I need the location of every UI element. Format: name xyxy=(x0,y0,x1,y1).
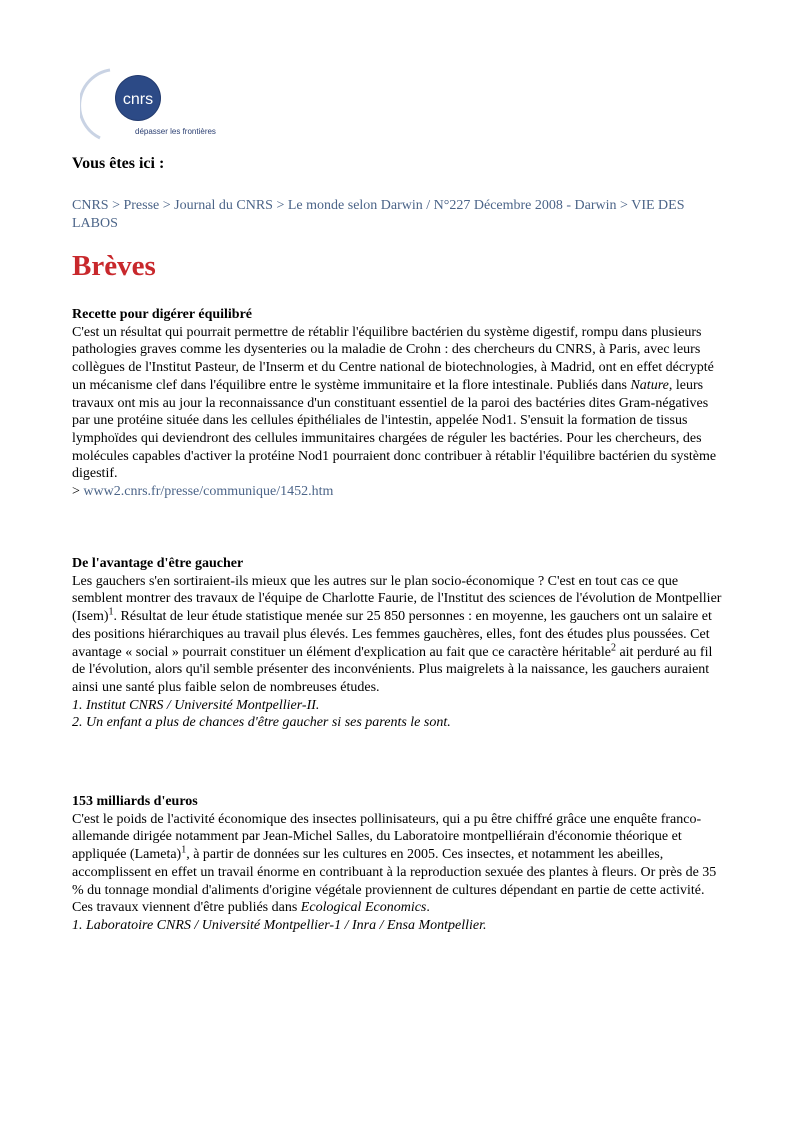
breadcrumb-separator: > xyxy=(276,198,285,213)
body-text: C'est le poids de l'activité économique des insectes pollinisateurs, qui a pu être chiffré grâce une enquête franco-allemande dirigée notamment par Jean-Michel Salles, du Laboratoire montpelliérain d'économie théorique et appliquée (Lameta) xyxy=(72,811,702,863)
logo-text: cnrs xyxy=(122,91,154,108)
breadcrumb-separator: > xyxy=(620,198,628,213)
body-text: ait perduré au fil de l'évolution, alors qu'il semble présenter des inconvénients. Plus maigrelets à la naissance, les gauchers auraient ainsi une santé plus faible selon de nombreuses études. xyxy=(72,644,713,695)
breadcrumb-link-issue[interactable]: Le monde selon Darwin / N°227 Décembre 2008 - Darwin xyxy=(287,198,617,213)
press-release-link[interactable]: www2.cnrs.fr/presse/communique/1452.htm xyxy=(83,484,334,500)
body-text: . Résultat de leur étude statistique menée sur 25 850 personnes : en moyenne, les gauchers ont un salaire et des positions hiérarchiques au travail plus élevés. Les femmes gauchères, elles, font des études plus poussées. Cet avantage « social » pourrait constituer un élément d'explication au fait que ce caractère héritable xyxy=(72,609,712,660)
breadcrumb-separator: > xyxy=(162,198,171,213)
footnote-ref: 1 xyxy=(181,844,187,856)
breadcrumb-link-cnrs[interactable]: CNRS xyxy=(72,198,109,213)
footnote-ref: 1 xyxy=(108,606,114,618)
article-title: 153 milliards d'euros xyxy=(72,794,198,809)
body-text: . xyxy=(426,900,430,916)
breadcrumb-link-presse[interactable]: Presse xyxy=(123,198,160,213)
cnrs-logo[interactable] xyxy=(80,68,215,140)
article-left-handed xyxy=(72,555,727,732)
article-body xyxy=(72,324,727,483)
body-text: Les gauchers s'en sortiraient-ils mieux que les autres sur le plan socio-économique ? C'est en tout cas ce que semblent montrer des travaux de l'équipe de Charlotte Faurie, de l'Institut des sciences de l'évolution de Montpellier (Isem) xyxy=(72,573,722,625)
logo-tagline: dépasser les frontières xyxy=(135,127,216,136)
article-body xyxy=(72,811,727,917)
footnote: 1. Institut CNRS / Université Montpellier-II. xyxy=(72,697,320,713)
article-title: Recette pour digérer équilibré xyxy=(72,307,253,322)
breadcrumb-separator: > xyxy=(112,198,120,213)
article-digestion xyxy=(72,306,727,501)
where-label: Vous êtes ici : xyxy=(72,155,165,172)
body-text: , à partir de données sur les cultures en 2005. Ces insectes, et notamment les abeilles, accomplissent en effet un travail énorme en contribuant à la reproduction sexuée des plantes à fleurs. Or près de 35 % du tonnage mondial d'aliments d'origine végétale proviennent de cultures dépendant en partie de cette activité. Ces travaux viennent d'être publiés dans xyxy=(72,847,717,916)
footnote: 2. Un enfant a plus de chances d'être gaucher si ses parents le sont. xyxy=(72,715,451,731)
breadcrumb xyxy=(72,197,722,232)
page-title: Brèves xyxy=(72,250,156,282)
breadcrumb-link-vie-des-labos[interactable]: VIE DES LABOS xyxy=(72,198,685,231)
footnote: 1. Laboratoire CNRS / Université Montpellier-1 / Inra / Ensa Montpellier. xyxy=(72,917,487,933)
breadcrumb-link-journal[interactable]: Journal du CNRS xyxy=(174,198,273,213)
journal-name: Ecological Economics xyxy=(300,900,427,916)
footnote-ref: 2 xyxy=(610,641,616,653)
body-text: C'est un résultat qui pourrait permettre de rétablir l'équilibre bactérien du système digestif, rompu dans plusieurs pathologies graves comme les dysenteries ou la maladie de Crohn : des chercheurs du CNRS, à Paris, avec leurs collègues de l'Institut Pasteur, de l'Inserm et du Centre national de biotechnologies, à Madrid, ont en effet décrypté un mécanisme clef dans l'équilibre entre le système immunitaire et la flore intestinale. Publiés dans xyxy=(72,324,714,393)
journal-name: Nature xyxy=(630,377,669,393)
link-prefix: > xyxy=(72,484,80,500)
article-body xyxy=(72,573,727,697)
article-pollinators xyxy=(72,793,727,935)
article-link-line xyxy=(72,483,727,501)
article-title: De l'avantage d'être gaucher xyxy=(72,556,244,571)
body-text: , leurs travaux ont mis au jour la reconnaissance d'un constituant essentiel de la paroi des bactéries dites Gram-négatives par une protéine située dans les cellules épithéliales de l'intestin, appelée Nod1. S'ensuit la formation de tissus lymphoïdes qui deviendront des cellules immunitaires chargées de réguler les bactéries. Pour les chercheurs, des molécules capables d'activer la protéine Nod1 pourraient donc contribuer à rétablir l'équilibre bactérien du système digestif. xyxy=(72,377,717,482)
